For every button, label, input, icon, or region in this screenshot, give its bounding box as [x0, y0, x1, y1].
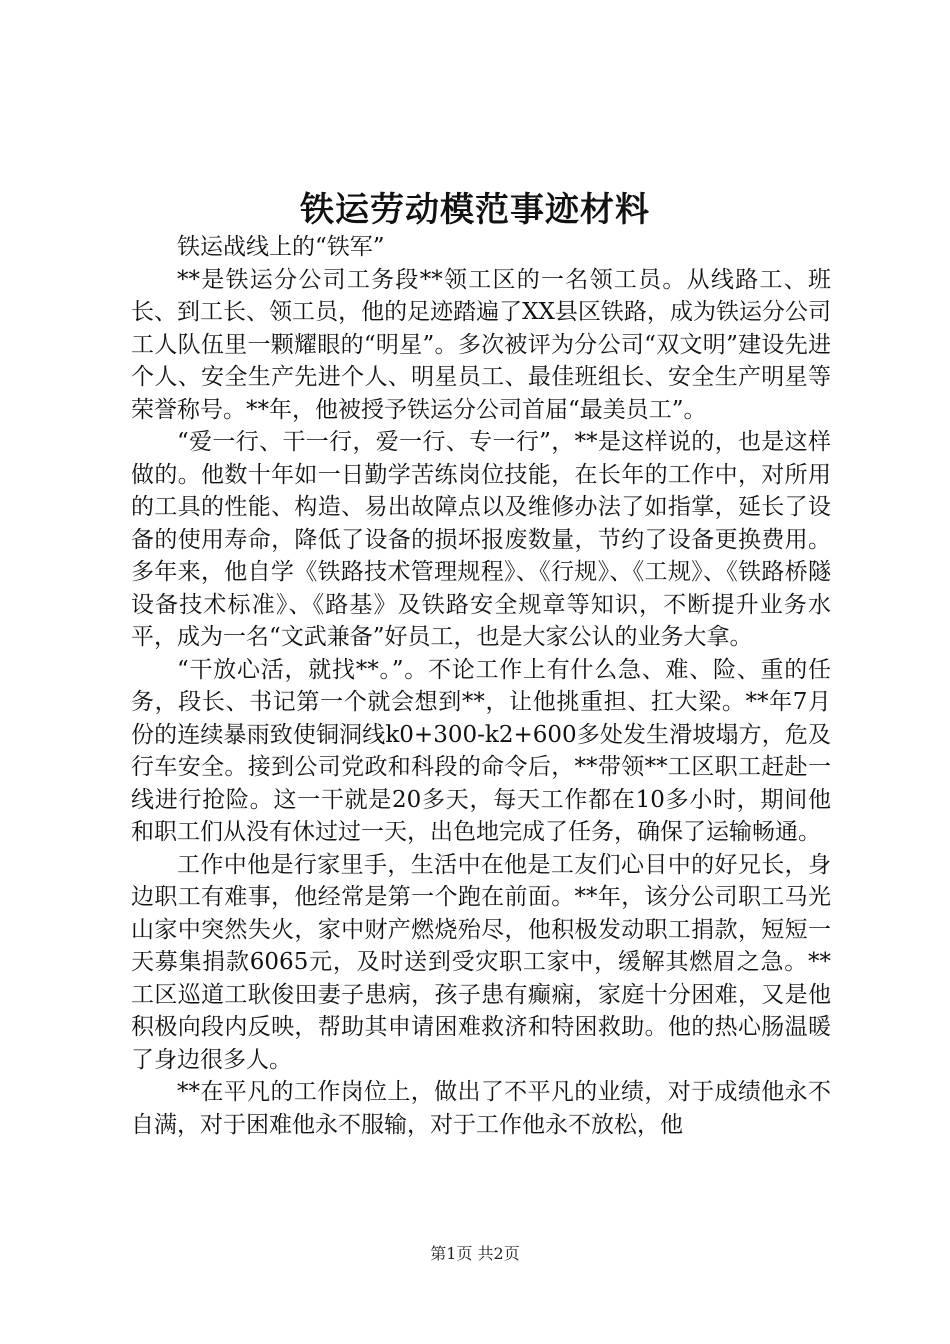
paragraph: “爱一行、干一行，爱一行、专一行”，**是这样说的，也是这样做的。他数十年如一日勤学苦练岗位技能，在长年的工作中，对所用的工具的性能、构造、易出故障点以及维修办法了如指掌，延长了设备的使用寿命，降低了设备的损坏报废数量，节约了设备更换费用。多年来，他自学《铁路技术管理规程》、《行规》、《工规》、《铁路桥隧设备技术标准》、《路基》及铁路安全规章等知识，不断提升业务水平，成为一名“文武兼备”好员工，也是大家公认的业务大拿。 — [131, 429, 831, 650]
paragraph: **是铁运分公司工务段**领工区的一名领工员。从线路工、班长、到工长、领工员，他的足迹踏遍了XX县区铁路，成为铁运分公司工人队伍里一颗耀眼的“明星”。多次被评为分公司“双文明”建设先进个人、安全生产先进个人、明星员工、最佳班组长、安全生产明星等荣誉称号。**年，他被授予铁运分公司首届“最美员工”。 — [131, 266, 831, 423]
page-number-footer: 第1页 共2页 — [430, 1244, 520, 1263]
paragraph-subtitle: 铁运战线上的“铁军” — [177, 234, 385, 260]
paragraph: 工作中他是行家里手，生活中在他是工友们心目中的好兄长，身边职工有难事，他经常是第一个跑在前面。**年，该分公司职工马光山家中突然失火，家中财产燃烧殆尽，他积极发动职工捐款，短短一天募集捐款6065元，及时送到受灾职工家中，缓解其燃眉之急。**工区巡道工耿俊田妻子患病，孩子患有癫痫，家庭十分困难，又是他积极向段内反映，帮助其申请困难救济和特困救助。他的热心肠温暖了身边很多人。 — [131, 851, 831, 1073]
paragraph: **在平凡的工作岗位上，做出了不平凡的业绩，对于成绩他永不自满，对于困难他永不服输，对于工作他永不放松，他 — [131, 1079, 831, 1138]
document-body — [131, 231, 831, 1141]
document-title: 铁运劳动模范事迹材料 — [300, 190, 650, 230]
paragraph: “干放心活，就找**。”。不论工作上有什么急、难、险、重的任务，段长、书记第一个就会想到**，让他挑重担、扛大梁。**年7月份的连续暴雨致使铜洞线k0+300-k2+600多处发生滑坡塌方，危及行车安全。接到公司党政和科段的命令后，**带领**工区职工赶赴一线进行抢险。这一干就是20多天，每天工作都在10多小时，期间他和职工们从没有休过过一天，出色地完成了任务，确保了运输畅通。 — [131, 656, 831, 845]
